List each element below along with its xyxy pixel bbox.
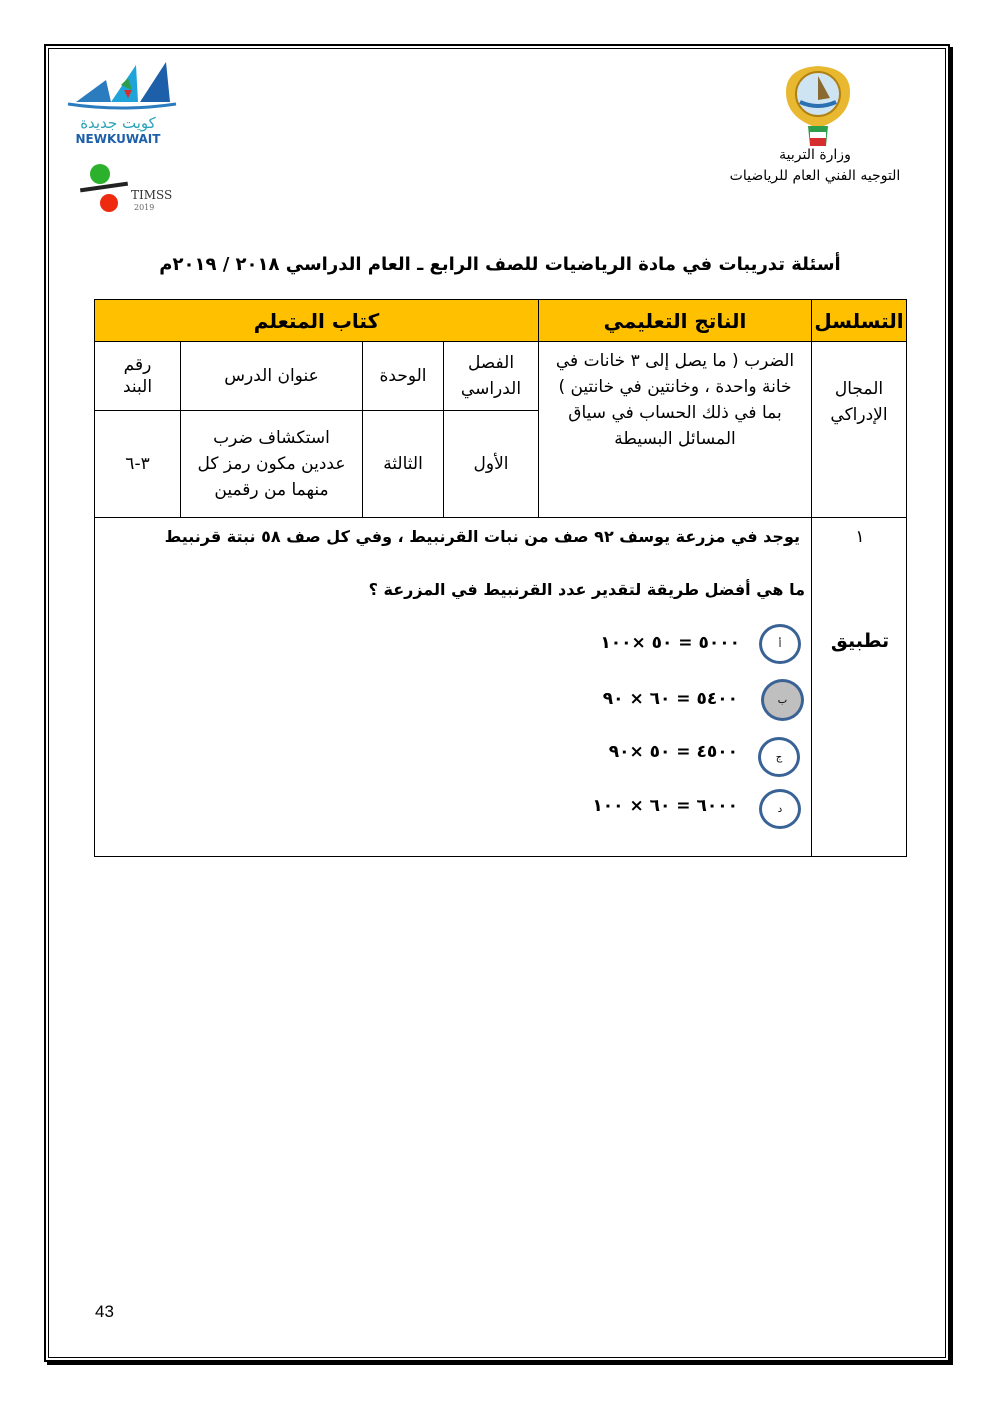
newkuwait-en: NEWKUWAIT [75,132,161,146]
question-meta-cell [811,517,907,857]
subheader-unit: الوحدة [362,341,444,411]
subheader-lesson-title: عنوان الدرس [180,341,363,411]
outcome-cell: الضرب ( ما يصل إلى ٣ خانات في خانة واحدة ، وخانتين في خانتين ) بما في ذلك الحساب في سياق المسائل البسيطة [538,341,812,518]
subheader-semester: الفصل الدراسي [443,341,539,411]
ministry-name: وزارة التربية [779,147,851,163]
header-sequence: التسلسل [811,299,907,342]
question-number: ١ [855,527,865,547]
domain-cell: المجال الإدراكي [811,341,907,518]
value-unit: الثالثة [362,410,444,518]
question-stem: يوجد في مزرعة يوسف ٩٢ صف من نبات القرنبيط ، وفي كل صف ٥٨ نبتة قرنبيط [164,527,800,546]
option-c-radio[interactable]: ج [758,737,800,777]
question-level: تطبيق [830,630,890,652]
department-name: التوجيه الفني العام للرياضيات [729,168,901,184]
option-d-radio[interactable]: د [759,789,801,829]
newkuwait-logo [66,60,178,150]
newkuwait-ar: كويت جديدة [80,114,156,132]
option-a-radio[interactable]: أ [759,624,801,664]
option-a-text: ٥٠٠٠ = ٥٠ ×١٠٠ [600,633,740,653]
option-b-text: ٥٤٠٠ = ٦٠ × ٩٠ [602,689,738,709]
value-semester: الأول [443,410,539,518]
option-b-radio-selected[interactable]: ب [761,679,804,721]
header-book: كتاب المتعلم [94,299,539,342]
option-d-text: ٦٠٠٠ = ٦٠ × ١٠٠ [592,796,738,816]
value-lesson-title: استكشاف ضرب عددين مكون رمز كل منهما من رقمين [180,410,363,518]
page-number: 43 [95,1302,114,1321]
page-title: أسئلة تدريبات في مادة الرياضيات للصف الرابع ـ العام الدراسي ٢٠١٨ / ٢٠١٩م [159,254,841,275]
timss-logo: TIMSS 2019 [78,158,178,218]
ministry-emblem [780,62,856,150]
header-outcome: الناتج التعليمي [538,299,812,342]
question-prompt: ما هي أفضل طريقة لتقدير عدد القرنبيط في المزرعة ؟ [368,580,805,599]
value-item-number: ٣-٦ [94,410,181,518]
subheader-item-number: رقم البند [94,341,181,411]
option-c-text: ٤٥٠٠ = ٥٠ ×٩٠ [608,742,738,762]
